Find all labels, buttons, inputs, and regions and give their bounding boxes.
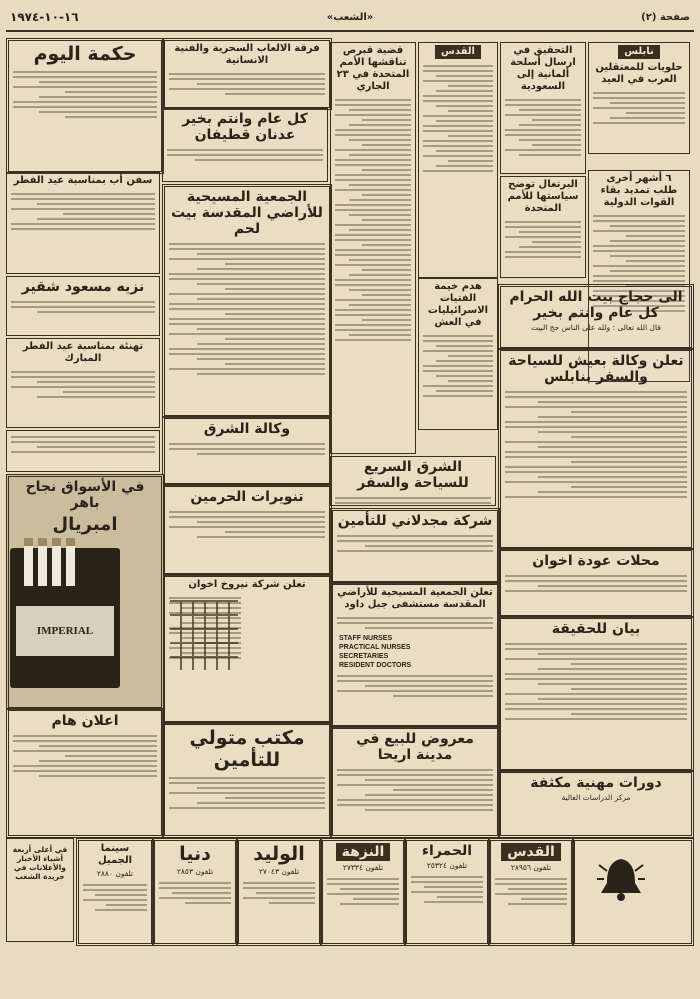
announcement-title: اعلان هام — [51, 713, 119, 729]
cinema-walid-name: الوليد — [253, 843, 305, 865]
hospital-ad — [330, 582, 500, 728]
markets-title: في الأسواق نجاح باهر — [25, 479, 145, 511]
cinema-hamra — [404, 838, 490, 946]
staff-item-1: STAFF NURSES — [339, 635, 393, 642]
cigarette-4 — [66, 538, 75, 586]
hajj-title: الى حجاج بيت الله الحرام كل عام وانتم بخير — [509, 289, 683, 321]
issue-date: ١٦-١٠-١٩٧٤ — [10, 10, 79, 24]
cinema-hamra-name: الحمراء — [421, 843, 473, 859]
congrats-title: تهنئة بمناسبة عيد الفطر المبارك — [22, 341, 144, 364]
imperial-english: IMPERIAL — [16, 606, 114, 656]
seven-up-title: سفن أب بمناسبة عيد الفطر — [13, 175, 153, 186]
quds-column — [418, 42, 498, 278]
mutawalli-title: مكتب متولي للتأمين — [189, 727, 305, 771]
ymca-ad — [162, 184, 332, 418]
cinema-jamil — [76, 838, 154, 946]
cinema-nuzha — [320, 838, 406, 946]
cinema-hamra-tel: تلفون ٢٥٣٢٤ — [426, 861, 468, 870]
hajj-notice — [498, 284, 694, 350]
cigarette-1 — [24, 538, 33, 586]
cinema-walid-tel: تلفون ٢٧٠٤٣ — [258, 867, 300, 876]
story-arms-saudi-title: التحقيق في ارسال أسلحة ألمانية إلى السعودية — [510, 45, 576, 92]
courses-notice — [498, 770, 694, 838]
nazih-title: نزيه مسعود شقير — [21, 279, 145, 295]
sale-title: معروض للبيع في مدينة اريحا — [356, 731, 474, 763]
page-header — [6, 10, 694, 32]
page-number: صفحة (٢) — [641, 12, 690, 23]
imperial-arabic: امبريال — [52, 514, 118, 535]
cinema-quds-tel: تلفون ٢٨٩٥٦ — [510, 863, 552, 872]
sale-ad — [330, 726, 500, 838]
story-cyprus-title: قضية قبرص تناقشها الأمم المتحدة في ٢٣ الجاري — [336, 45, 410, 92]
cinema-dunya-tel: تلفون ٢٨٥٣ — [176, 867, 214, 876]
travel-title: تعلن وكالة بعيش للسياحة والسفر بنابلس — [508, 353, 684, 385]
magic-troupe-title: فرقة الالعاب السحرية والفنية الانسانية — [174, 43, 320, 66]
cigarette-2 — [38, 538, 47, 586]
sharq-agency-ad — [162, 416, 332, 486]
awdeh-notice — [498, 548, 694, 618]
nairoukh-title: تعلن شركة نيروخ اخوان — [188, 579, 306, 590]
quds-logo: القدس — [435, 45, 481, 59]
hajj-subtitle: قال الله تعالى : ولله على الناس حج البيت — [531, 323, 661, 332]
courses-title: دورات مهنية مكثفة — [530, 775, 662, 791]
sharq-travel-title: الشرق السريع للسياحة والسفر — [357, 459, 469, 491]
cinema-quds — [488, 838, 574, 946]
bell-icon — [595, 855, 647, 905]
hospital-title: تعلن الجمعية المسيحية للأراضي المقدسة مستشفى جبل داود — [337, 587, 493, 610]
travel-agency-notice — [498, 348, 694, 550]
nablus-column — [588, 42, 690, 154]
cinema-bell-ad — [572, 838, 694, 946]
story-intl-forces-title: ٦ أشهر أخرى طلب تمديد بقاء القوات الدولية — [600, 173, 678, 208]
mutawalli-ad — [162, 722, 332, 838]
ymca-title: الجمعية المسيحية للأراضي المقدسة بيت لحم — [171, 189, 323, 237]
insurance-title: شركة مجدلاني للتأمين — [337, 513, 493, 529]
paper-name: «الشعب» — [326, 12, 374, 23]
story-portugal-title: البرتغال توضح سياستها للأمم المتحدة — [507, 179, 579, 214]
cinema-dunya — [152, 838, 238, 946]
cinema-nuzha-name: النزهة — [336, 843, 391, 861]
sharq-travel-ad — [330, 456, 496, 506]
scaffolding-image — [170, 600, 238, 670]
story-tent — [418, 278, 498, 430]
footer-promo-text: في أعلى أربعة أشياء الأخبار والأعلانات في جريدة الشعب — [12, 845, 68, 881]
story-sweets-title: حلويات للمعتقلين العرب في العيد — [595, 62, 683, 85]
staff-item-2: PRACTICAL NURSES — [339, 644, 411, 651]
eid-greeting-ad — [162, 108, 328, 182]
courses-center: مركز الدراسات العالية — [561, 793, 631, 802]
eid-greeting-title: كل عام وانتم بخير عدنان قطيفان — [182, 111, 308, 143]
cinema-quds-name: القدس — [501, 843, 561, 861]
cigarette-pack-image — [10, 548, 120, 688]
small-notice — [6, 430, 160, 472]
congrats-ad — [6, 338, 160, 428]
cinema-dunya-name: دنيا — [179, 843, 211, 865]
announcement-ad — [6, 708, 164, 838]
staff-item-4: RESIDENT DOCTORS — [339, 662, 412, 669]
sharq-agency-title: وكالة الشرق — [203, 421, 291, 437]
statement-title: بيان للحقيقة — [551, 621, 641, 637]
haramain-title: تنويرات الحرمين — [190, 489, 304, 505]
nablus-masthead: نابلس — [618, 45, 659, 59]
cinema-walid — [236, 838, 322, 946]
story-cyprus — [330, 42, 416, 454]
seven-up-ad — [6, 172, 160, 274]
story-portugal — [500, 176, 586, 278]
nazih-ad — [6, 276, 160, 336]
wisdom-box — [6, 38, 164, 174]
story-tent-title: هدم خيمة الفتيات الاسرائيليات في العش — [427, 281, 489, 328]
cinema-jamil-name: سينما الجميل — [97, 843, 133, 866]
insurance-ad — [330, 508, 500, 584]
staff-item-3: SECRETARIES — [339, 653, 389, 660]
cinema-jamil-tel: تلفون ٢٨٨٠ — [96, 869, 134, 878]
footer-promo — [6, 838, 74, 942]
story-arms-saudi — [500, 42, 586, 174]
awdeh-title: محلات عودة اخوان — [532, 553, 660, 569]
magic-troupe-ad — [162, 38, 332, 110]
wisdom-title: حكمة اليوم — [33, 43, 137, 65]
statement-notice — [498, 616, 694, 772]
cinema-nuzha-tel: تلفون ٢٧٣٣٤ — [342, 863, 384, 872]
haramain-ad — [162, 484, 332, 576]
cigarette-3 — [52, 538, 61, 586]
